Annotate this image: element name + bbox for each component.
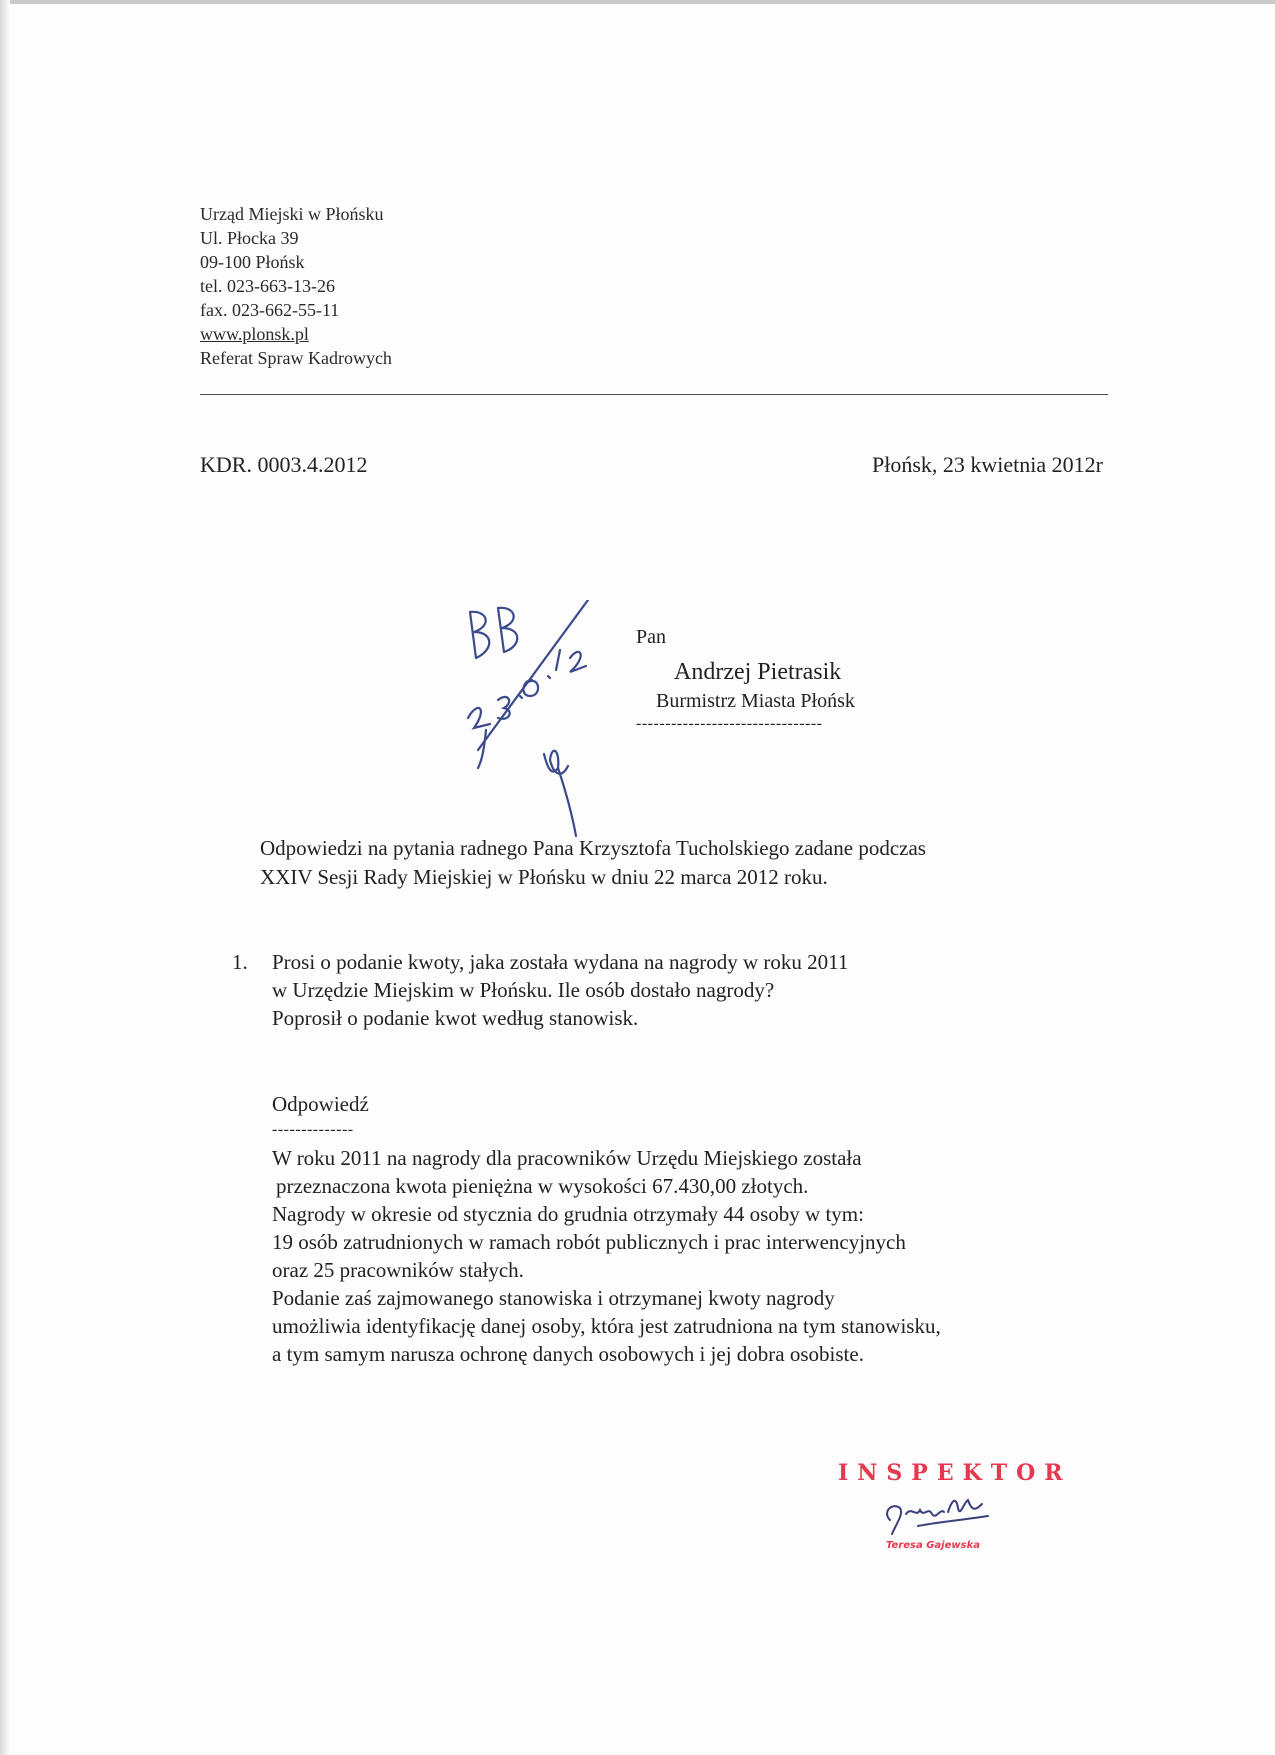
- stamp-name: Teresa Gajewska: [886, 1540, 980, 1551]
- sender-street: Ul. Płocka 39: [200, 228, 299, 248]
- recipient-salutation: Pan: [636, 626, 666, 648]
- answer-body: [272, 1144, 941, 1368]
- sender-website-link[interactable]: www.plonsk.pl: [200, 324, 309, 344]
- answer-title-underline: --------------: [272, 1121, 354, 1138]
- answer-line: a tym samym narusza ochronę danych osobowych i jej dobra osobiste.: [272, 1342, 864, 1366]
- recipient-name: Andrzej Pietrasik: [674, 659, 842, 685]
- recipient-underline: --------------------------------: [636, 715, 823, 732]
- question-line-2: w Urzędzie Miejskim w Płońsku. Ile osób dostało nagrody?: [272, 978, 775, 1002]
- question-item: [232, 948, 848, 1032]
- answer-line: oraz 25 pracowników stałych.: [272, 1258, 524, 1282]
- sender-department: Referat Spraw Kadrowych: [200, 348, 392, 368]
- question-number: 1.: [232, 950, 248, 974]
- question-line-3: Poprosił o podanie kwot według stanowisk.: [272, 1006, 639, 1030]
- stamp-title: INSPEKTOR: [838, 1460, 1072, 1486]
- signature-icon: [878, 1490, 998, 1540]
- answer-line: W roku 2011 na nagrody dla pracowników Urzędu Miejskiego została: [272, 1146, 862, 1170]
- sender-office: Urząd Miejski w Płońsku: [200, 204, 384, 224]
- question-text: [272, 948, 848, 1032]
- sender-postcode: 09-100 Płońsk: [200, 252, 305, 272]
- sender-phone: tel. 023-663-13-26: [200, 276, 335, 296]
- question-line-1: Prosi o podanie kwoty, jaka została wydana na nagrody w roku 2011: [272, 950, 849, 974]
- answer-line: Podanie zaś zajmowanego stanowiska i otrzymanej kwoty nagrody: [272, 1286, 835, 1310]
- letter-subject: [260, 834, 926, 892]
- sender-fax: fax. 023-662-55-11: [200, 300, 340, 320]
- scan-edge-top: [0, 0, 1275, 4]
- reference-number: KDR. 0003.4.2012: [200, 452, 368, 477]
- recipient-block: [636, 626, 855, 733]
- subject-line-2: XXIV Sesji Rady Miejskiej w Płońsku w dniu 22 marca 2012 roku.: [260, 865, 828, 889]
- answer-title: Odpowiedź: [272, 1092, 369, 1116]
- answer-line: przeznaczona kwota pieniężna w wysokości 67.430,00 złotych.: [276, 1174, 809, 1198]
- recipient-title: Burmistrz Miasta Płońsk: [656, 690, 855, 712]
- subject-line-1: Odpowiedzi na pytania radnego Pana Krzysztofa Tucholskiego zadane podczas: [260, 836, 926, 860]
- answer-line: Nagrody w okresie od stycznia do grudnia otrzymały 44 osoby w tym:: [272, 1202, 864, 1226]
- scan-edge-left: [0, 0, 10, 1755]
- answer-section: [272, 1090, 941, 1368]
- answer-line: 19 osób zatrudnionych w ramach robót publicznych i prac interwencyjnych: [272, 1230, 906, 1254]
- inspector-stamp: [838, 1460, 1088, 1570]
- header-divider: [200, 394, 1108, 395]
- answer-line: umożliwia identyfikację danej osoby, która jest zatrudniona na tym stanowisku,: [272, 1314, 941, 1338]
- letter-date: Płońsk, 23 kwietnia 2012r: [872, 452, 1103, 477]
- sender-block: [200, 202, 392, 370]
- handwritten-mark-icon: [448, 600, 638, 840]
